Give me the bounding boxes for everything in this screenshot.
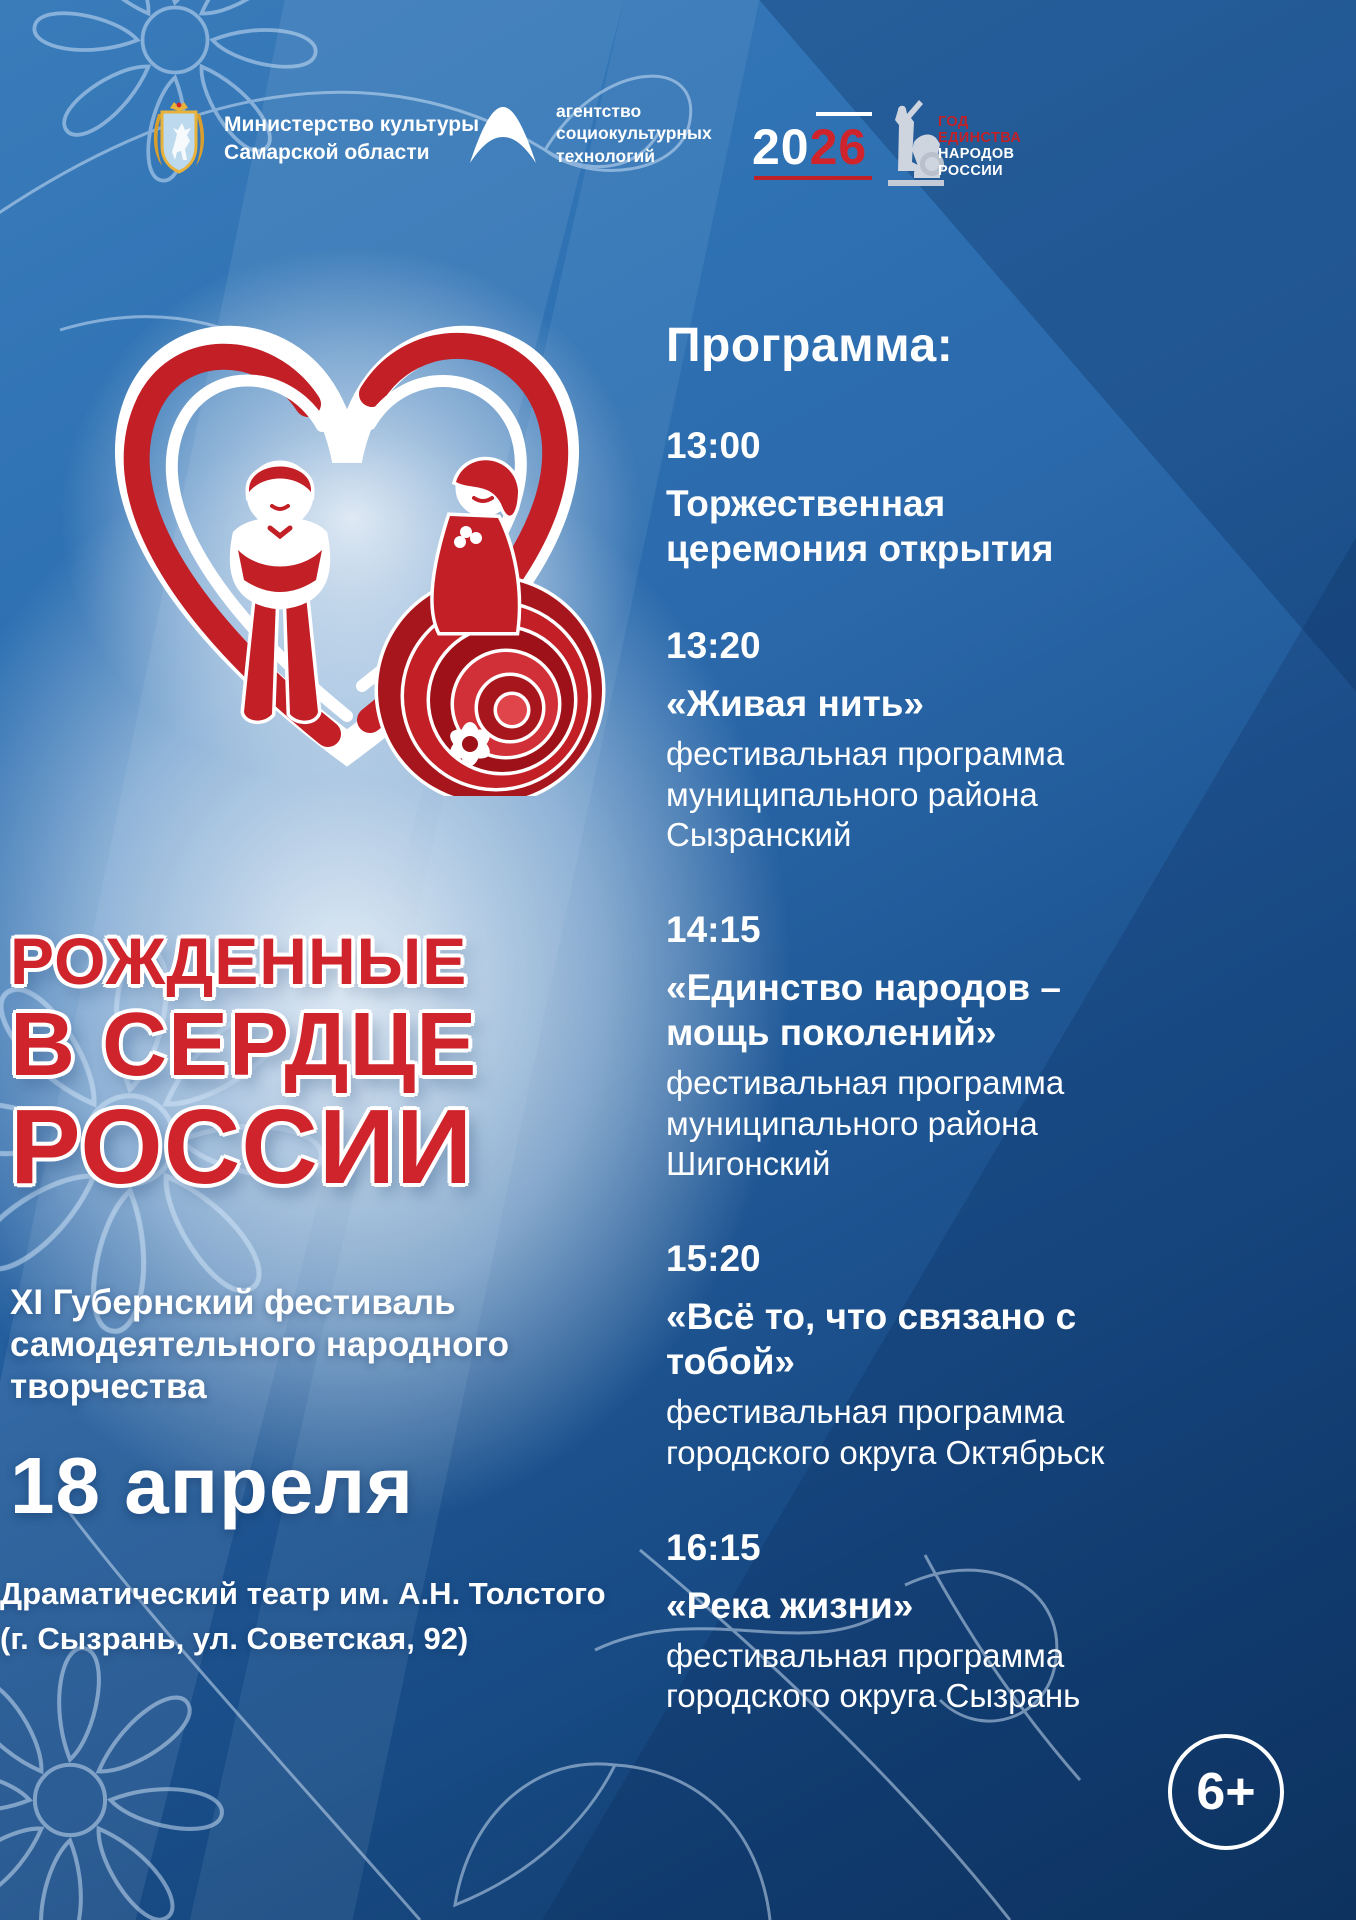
minin-pozharsky-statue-icon [870,92,948,192]
year-white-part: 20 [752,119,810,175]
year-logo-word4: РОССИИ [938,162,1003,179]
program-desc: фестивальная программа муниципального района Шигонский [666,1064,1065,1182]
program-desc: фестивальная программа городского округа Октябрьск [666,1393,1105,1471]
program-item [666,625,1144,855]
program-item [666,425,1144,571]
program-time: 16:15 [666,1526,761,1568]
samara-coat-of-arms-icon [148,102,210,176]
festival-subtitle [10,1282,670,1408]
program-title: Торжественная церемония открытия [666,483,1054,570]
program-title: «Река жизни» [666,1584,914,1626]
year-2026-number [752,119,868,175]
event-date: 18 апреля [10,1441,414,1530]
header-logos-row [0,96,1356,186]
subtitle-line-1: XI Губернский фестиваль [10,1283,456,1322]
program-item [666,1527,1144,1717]
ministry-name-line2: Самарской области [224,141,430,164]
program-time: 13:00 [666,425,761,466]
agency-name-line2: социокультурных [556,123,712,144]
title-line-3: РОССИИ [10,1088,474,1206]
agency-name-line3: технологий [556,145,656,166]
year-red-part: 26 [809,119,868,175]
program-section [666,318,1144,1771]
age-rating-badge: 6+ [1168,1734,1284,1850]
program-desc: фестивальная программа городского округа Сызрань [666,1637,1081,1715]
ministry-name-line1: Министерство культуры [224,113,480,137]
year-logo-top-rule [816,112,872,116]
title-line-1: РОЖДЕННЫЕ [10,924,468,998]
program-item [666,909,1144,1184]
program-title: «Единство народов – мощь поколений» [666,967,1062,1054]
heart-dancers-emblem [52,248,648,796]
year-logo-word1: ГОД [938,114,969,130]
agency-name-line1: агентство [556,101,642,121]
program-desc: фестивальная программа муниципального района Сызранский [666,735,1065,853]
program-time: 14:15 [666,909,761,951]
ministry-logo-block [148,102,479,176]
program-title: «Всё то, что связано с тобой» [666,1296,1077,1383]
year-logo-bottom-rule [754,176,872,180]
program-title: «Живая нить» [666,683,925,725]
year-2026-logo-block [752,96,1022,188]
year-logo-word2: ЕДИНСТВА [938,130,1022,147]
year-logo-word3: НАРОДОВ [938,146,1015,163]
venue-line-2: (г. Сызрань, ул. Советская, 92) [0,1620,469,1656]
agency-arc-icon [466,103,540,165]
program-time: 15:20 [666,1238,761,1280]
program-item [666,1238,1144,1473]
subtitle-line-2: самодеятельного народного [10,1325,510,1364]
venue-address [0,1572,680,1662]
subtitle-line-3: творчества [10,1367,207,1406]
agency-logo-block [466,100,712,167]
program-time: 13:20 [666,625,761,667]
venue-line-1: Драматический театр им. А.Н. Толстого [0,1576,606,1611]
title-line-2: В СЕРДЦЕ [10,995,478,1095]
program-heading: Программа: [666,319,954,372]
